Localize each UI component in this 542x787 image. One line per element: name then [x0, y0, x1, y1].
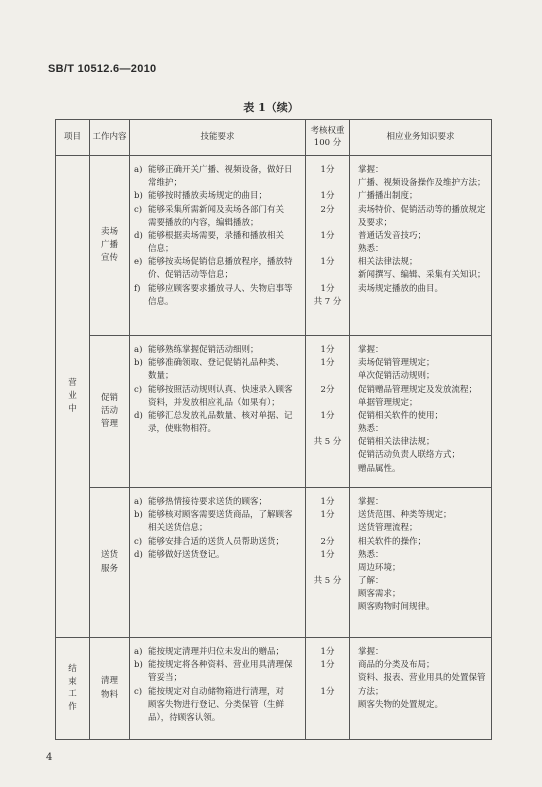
- knowledge-line: 促销相关法律法规；: [358, 437, 435, 448]
- skill-label: [134, 699, 148, 712]
- weight-value: [310, 397, 345, 410]
- skill-line: [134, 549, 301, 562]
- knowledge-line: 相关法律法规；: [358, 257, 418, 268]
- skill-label: [134, 672, 148, 685]
- knowledge-line: 熟悉：: [358, 424, 384, 435]
- knowledge-cell: [350, 638, 492, 740]
- skill-line: [134, 243, 301, 256]
- weight-value: [310, 699, 345, 712]
- skill-label: [134, 217, 148, 230]
- skill-line: [134, 370, 301, 383]
- weight-cell: [306, 336, 350, 488]
- skill-text: 品），待顾客认领。: [148, 712, 221, 723]
- skill-label: [134, 397, 148, 410]
- skill-text: 能够熟练掌握促销活动细则；: [148, 345, 259, 355]
- knowledge-cell: [350, 336, 492, 488]
- weight-value: [310, 522, 345, 535]
- weight-value: 共 5 分: [313, 576, 342, 587]
- weight-value: [310, 562, 345, 575]
- skill-label: [134, 177, 148, 190]
- skill-label: a): [134, 165, 143, 175]
- skill-text: 相关送货信息；: [148, 523, 208, 534]
- skill-text: 能够采集所需新闻及卖场各部门有关: [148, 204, 285, 215]
- skill-line: [134, 496, 301, 509]
- skill-text: 常维护；: [148, 178, 183, 189]
- skill-label: [134, 522, 148, 535]
- skill-text: 信息。: [148, 296, 174, 307]
- weight-value: [310, 217, 345, 230]
- skill-line: [134, 204, 301, 217]
- knowledge-line: 送货管理流程；: [358, 523, 418, 534]
- weight-value: 1分: [320, 660, 335, 671]
- skill-line: [134, 269, 301, 282]
- weight-value: 共 7 分: [313, 296, 342, 307]
- skill-label: [134, 243, 148, 256]
- knowledge-line: 促销赠品管理规定及发放流程；: [358, 384, 478, 395]
- skill-text: 能按规定清理并归位未发出的赠品；: [148, 647, 285, 657]
- skill-label: [134, 296, 148, 309]
- skill-label: a): [134, 497, 143, 507]
- weight-value: 共 5 分: [313, 437, 342, 448]
- skills-cell: [130, 488, 306, 638]
- skill-line: [134, 536, 301, 549]
- table-caption: 表 1（续）: [243, 101, 299, 114]
- knowledge-line: 熟悉：: [358, 549, 384, 560]
- weight-value: [310, 672, 345, 685]
- skill-line: [134, 522, 301, 535]
- skill-text: 顾客失物进行登记、分类保管（生鲜: [148, 699, 285, 710]
- skill-text: 资料，并发放相应礼品（如果有）；: [148, 397, 280, 408]
- document-id: SB/T 10512.6—2010: [48, 63, 157, 75]
- skill-text: 能按规定对自动储物箱进行清理，对: [148, 686, 285, 697]
- header-weight: 考核权重100 分: [306, 120, 350, 156]
- knowledge-line: 促销活动负责人联络方式；: [358, 450, 461, 461]
- knowledge-line: 送货范围、种类等规定；: [358, 510, 452, 521]
- weight-value: [310, 269, 345, 282]
- skill-label: b): [134, 358, 143, 369]
- skill-line: [134, 686, 301, 699]
- skill-line: [134, 712, 301, 725]
- skill-line: [134, 256, 301, 269]
- knowledge-line: 赠品属性。: [358, 463, 401, 474]
- weight-value: 2分: [320, 204, 335, 215]
- table-header-row: [56, 120, 492, 156]
- knowledge-line: 普通话发音技巧；: [358, 230, 427, 241]
- weight-value: 1分: [320, 686, 335, 697]
- skill-text: 能够应顾客要求播放寻人、失物启事等: [148, 283, 293, 294]
- skill-label: a): [134, 647, 143, 657]
- knowledge-line: 卖场促销管理规定；: [358, 358, 435, 369]
- weight-value: 1分: [320, 230, 335, 241]
- skill-line: [134, 423, 301, 436]
- item-cell: 营业中: [56, 156, 90, 638]
- knowledge-line: 顾客需求；: [358, 589, 401, 600]
- skill-line: [134, 217, 301, 230]
- skills-cell: [130, 638, 306, 740]
- skill-line: [134, 296, 301, 309]
- table-row: [56, 156, 492, 336]
- skill-label: [134, 269, 148, 282]
- skill-line: [134, 509, 301, 522]
- skill-text: 能够正确开关广播、视频设备，做好日: [148, 165, 293, 175]
- skill-line: [134, 410, 301, 423]
- knowledge-cell: [350, 488, 492, 638]
- skill-text: 能够按照活动规则认真、快速录入顾客: [148, 384, 293, 395]
- skill-text: 能按规定将各种资料、营业用具清理保: [148, 660, 293, 671]
- skill-text: 能够热情接待要求送货的顾客；: [148, 497, 268, 507]
- knowledge-line: 相关软件的操作；: [358, 536, 427, 547]
- weight-value: [310, 370, 345, 383]
- knowledge-line: 掌握：: [358, 647, 384, 657]
- skill-label: c): [134, 536, 143, 547]
- weight-value: 2分: [320, 384, 335, 395]
- skill-line: [134, 177, 301, 190]
- skill-label: d): [134, 410, 143, 421]
- header-content: 工作内容: [90, 120, 130, 156]
- skill-line: [134, 659, 301, 672]
- skill-line: [134, 230, 301, 243]
- skill-label: c): [134, 204, 143, 215]
- skill-requirements-table: [55, 119, 492, 740]
- skill-label: e): [134, 257, 143, 268]
- skill-text: 能够安排合适的送货人员帮助送货；: [148, 536, 285, 547]
- item-cell: 结束工作: [56, 638, 90, 740]
- header-skills: 技能要求: [130, 120, 306, 156]
- table-row: [56, 336, 492, 488]
- weight-value: [310, 177, 345, 190]
- skill-label: f): [134, 283, 141, 294]
- knowledge-line: 单据管理规定；: [358, 397, 418, 408]
- skill-line: [134, 344, 301, 357]
- skill-line: [134, 384, 301, 397]
- weight-value: 2分: [320, 536, 335, 547]
- knowledge-line: 商品的分类及布局；: [358, 660, 435, 671]
- knowledge-line: 卖场规定播放的曲目。: [358, 283, 444, 294]
- weight-cell: [306, 488, 350, 638]
- skill-label: a): [134, 345, 143, 355]
- weight-value: [310, 423, 345, 436]
- skills-cell: [130, 156, 306, 336]
- header-knowledge: 相应业务知识要求: [350, 120, 492, 156]
- content-cell: 促销活动管理: [90, 336, 130, 488]
- skill-label: d): [134, 230, 143, 241]
- content-cell: 清理物料: [90, 638, 130, 740]
- skill-text: 管妥当；: [148, 673, 183, 684]
- weight-value: 1分: [320, 410, 335, 421]
- weight-value: 1分: [320, 549, 335, 560]
- skill-line: [134, 357, 301, 370]
- skill-text: 数量；: [148, 371, 174, 382]
- weight-value: 1分: [320, 165, 335, 175]
- skill-label: c): [134, 686, 143, 697]
- knowledge-line: 广播、视频设备操作及维护方法；: [358, 178, 486, 189]
- knowledge-line: 周边环境；: [358, 562, 401, 573]
- skill-text: 能够汇总发放礼品数量、核对单据、记: [148, 410, 293, 421]
- skill-text: 需要播放的内容，编辑播放；: [148, 217, 259, 228]
- skill-line: [134, 397, 301, 410]
- weight-value: 1分: [320, 358, 335, 369]
- skill-text: 能够按卖场促销信息播放程序，播放特: [148, 257, 293, 268]
- weight-cell: [306, 638, 350, 740]
- knowledge-line: 卖场特价、促销活动等的播放规定及要求；: [358, 204, 486, 228]
- skill-line: [134, 672, 301, 685]
- weight-cell: [306, 156, 350, 336]
- table-row: [56, 488, 492, 638]
- content-cell: 送货服务: [90, 488, 130, 638]
- skill-label: [134, 712, 148, 725]
- skill-line: [134, 699, 301, 712]
- skill-label: b): [134, 510, 143, 521]
- knowledge-line: 资料、报表、营业用具的处置保管方法；: [358, 673, 486, 697]
- skill-text: 录，使账物相符。: [148, 424, 217, 435]
- skill-label: [134, 423, 148, 436]
- knowledge-line: 广播播出制度；: [358, 191, 418, 202]
- weight-value: 1分: [320, 191, 335, 202]
- skill-line: [134, 164, 301, 177]
- knowledge-line: 新闻撰写、编辑、采集有关知识；: [358, 270, 486, 281]
- knowledge-line: 促销相关软件的使用；: [358, 410, 444, 421]
- weight-value: 1分: [320, 510, 335, 521]
- skill-text: 能够根据卖场需要，录播和播放相关: [148, 230, 285, 241]
- weight-value: 1分: [320, 647, 335, 657]
- skill-text: 能够核对顾客需要送货商品，了解顾客: [148, 510, 293, 521]
- knowledge-line: 单次促销活动规则；: [358, 371, 435, 382]
- knowledge-line: 顾客失物的处置规定。: [358, 699, 444, 710]
- skill-label: [134, 370, 148, 383]
- knowledge-line: 了解：: [358, 576, 384, 587]
- weight-value: 1分: [320, 257, 335, 268]
- skill-text: 价、促销活动等信息；: [148, 270, 234, 281]
- header-item: 项目: [56, 120, 90, 156]
- knowledge-line: 掌握：: [358, 165, 384, 175]
- knowledge-line: 熟悉：: [358, 244, 384, 255]
- table-row: [56, 638, 492, 740]
- skill-line: [134, 190, 301, 203]
- weight-value: 1分: [320, 283, 335, 294]
- skill-line: [134, 283, 301, 296]
- weight-value: 1分: [320, 345, 335, 355]
- knowledge-line: 掌握：: [358, 497, 384, 507]
- knowledge-cell: [350, 156, 492, 336]
- knowledge-line: 掌握：: [358, 345, 384, 355]
- content-cell: 卖场广播宣传: [90, 156, 130, 336]
- skill-text: 能够按时播放卖场规定的曲目；: [148, 191, 268, 202]
- skill-label: d): [134, 549, 143, 560]
- skill-text: 能够做好送货登记。: [148, 549, 225, 560]
- skill-text: 信息；: [148, 244, 174, 255]
- weight-value: [310, 243, 345, 256]
- skill-label: b): [134, 660, 143, 671]
- skill-line: [134, 646, 301, 659]
- skill-label: b): [134, 191, 143, 202]
- page-number: 4: [46, 752, 53, 763]
- weight-value: 1分: [320, 497, 335, 507]
- skill-text: 能够准确领取、登记促销礼品种类、: [148, 358, 285, 369]
- knowledge-line: 顾客购物时间规律。: [358, 602, 435, 613]
- skill-label: c): [134, 384, 143, 395]
- weight-value: [310, 712, 345, 725]
- skills-cell: [130, 336, 306, 488]
